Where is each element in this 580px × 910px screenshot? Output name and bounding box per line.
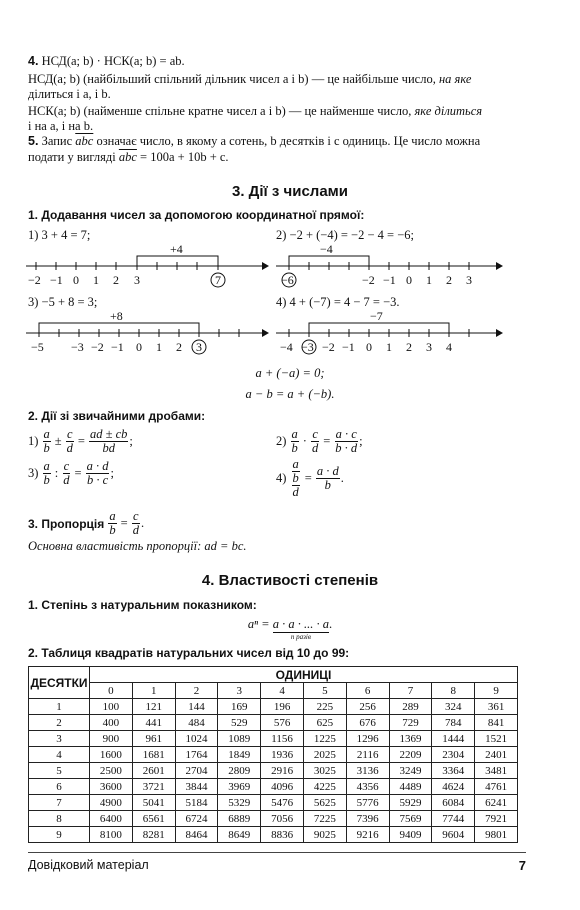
square-value-cell: 2116 (346, 747, 389, 763)
square-value-cell: 1225 (303, 731, 346, 747)
punct: ; (129, 434, 133, 448)
number-line-3 (24, 307, 269, 357)
complex-fraction: a b d (292, 457, 299, 499)
power-lhs: aⁿ = (247, 617, 270, 631)
table-row (29, 731, 518, 747)
fraction: $\frac{c}{d}$ (311, 427, 319, 455)
punct: ; (110, 466, 114, 480)
tick-label: 0 (136, 340, 142, 354)
square-value-cell: 576 (261, 715, 304, 731)
square-value-cell: 5776 (346, 795, 389, 811)
fraction: $\frac{c}{d}$ (132, 509, 139, 537)
item5-text-c: подати у вигляді (28, 150, 119, 164)
square-value-cell: 8281 (132, 827, 175, 843)
fraction-formula-3 (28, 460, 114, 487)
fraction: $\frac{c}{d}$ (66, 427, 73, 455)
square-value-cell: 841 (475, 715, 518, 731)
square-value-cell: 4761 (475, 779, 518, 795)
square-value-cell: 1444 (432, 731, 475, 747)
square-value-cell: 100 (90, 699, 133, 715)
square-value-cell: 1681 (132, 747, 175, 763)
equals: = (120, 516, 128, 530)
square-value-cell: 3481 (475, 763, 518, 779)
tick-label: 4 (446, 340, 452, 354)
punct: . (140, 516, 145, 530)
jump-label: −7 (370, 309, 383, 323)
tick-label: −4 (280, 340, 293, 354)
item4-line1 (28, 72, 471, 87)
item4-formula: НСД(a; b) · НСК(a; b) = ab. (41, 54, 185, 68)
square-value-cell: 7744 (432, 811, 475, 827)
tick-label-result: 3 (196, 340, 202, 354)
fraction: $\frac{a \cdot d}{b}$ (316, 464, 339, 492)
square-value-cell: 3249 (389, 763, 432, 779)
unit-header-cell: 2 (175, 683, 218, 699)
power-formula (0, 617, 580, 641)
square-value-cell: 400 (90, 715, 133, 731)
square-value-cell: 9801 (475, 827, 518, 843)
square-value-cell: 5041 (132, 795, 175, 811)
square-value-cell: 1849 (218, 747, 261, 763)
square-value-cell: 3969 (218, 779, 261, 795)
equals: = (304, 471, 312, 485)
square-value-cell: 1156 (261, 731, 304, 747)
tick-label: 1 (93, 273, 99, 287)
square-value-cell: 7921 (475, 811, 518, 827)
square-value-cell: 8100 (90, 827, 133, 843)
tick-label: −1 (111, 340, 124, 354)
squares-body (29, 699, 518, 843)
item5-text-a: Запис (41, 134, 76, 148)
square-value-cell: 3844 (175, 779, 218, 795)
rule-subtraction: a − b = a + (−b). (245, 387, 335, 401)
square-value-cell: 5329 (218, 795, 261, 811)
power-rhs: a · a · ... · a (272, 617, 329, 631)
tens-cell: 6 (29, 779, 90, 795)
tick-label: 3 (134, 273, 140, 287)
tens-cell: 3 (29, 731, 90, 747)
tens-cell: 7 (29, 795, 90, 811)
section4-sub2: 2. Таблиця квадратів натуральних чисел від 10 до 99: (28, 646, 350, 660)
example3: 3) −5 + 8 = 3; (28, 295, 98, 309)
fraction: $\frac{a}{b}$ (291, 427, 298, 455)
jump-label: +4 (170, 242, 183, 256)
fraction: $\frac{a}{b}$ (43, 427, 50, 455)
tens-header: ДЕСЯТКИ (29, 667, 90, 699)
square-value-cell: 2704 (175, 763, 218, 779)
tick-label-result: −3 (301, 340, 314, 354)
section3-sub2: 2. Дії зі звичайними дробами: (28, 409, 206, 423)
fraction-formula-4 (276, 458, 344, 499)
jump-label: −4 (320, 242, 333, 256)
fraction: $\frac{a \cdot c}{b \cdot d}$ (335, 427, 358, 455)
axis-arrow-icon (262, 329, 269, 337)
tens-cell: 1 (29, 699, 90, 715)
square-value-cell: 900 (90, 731, 133, 747)
formula-label: 3) (28, 466, 39, 480)
table-row (29, 747, 518, 763)
square-value-cell: 5184 (175, 795, 218, 811)
tick-label: −1 (50, 273, 63, 287)
item5-text-b: означає число, в якому a сотень, b десятків і c одиниць. Це число можна (93, 134, 481, 148)
square-value-cell: 2809 (218, 763, 261, 779)
item5-number: 5. (28, 134, 39, 148)
square-value-cell: 1764 (175, 747, 218, 763)
square-value-cell: 5476 (261, 795, 304, 811)
square-value-cell: 625 (303, 715, 346, 731)
tick-label: 2 (176, 340, 182, 354)
fraction: $\frac{a}{b}$ (109, 509, 116, 537)
rule-opposite: a + (−a) = 0; (255, 366, 325, 380)
unit-header-cell: 7 (389, 683, 432, 699)
section4-sub1: 1. Степінь з натуральним показником: (28, 598, 257, 612)
tick-label: 1 (156, 340, 162, 354)
square-value-cell: 4225 (303, 779, 346, 795)
tick-label: −3 (71, 340, 84, 354)
operator: ± (54, 434, 62, 448)
square-value-cell: 7225 (303, 811, 346, 827)
square-value-cell: 8464 (175, 827, 218, 843)
square-value-cell: 1024 (175, 731, 218, 747)
fraction: $\frac{a}{b}$ (43, 459, 50, 487)
tick-label: 2 (446, 273, 452, 287)
section4-title: 4. Властивості степенів (201, 572, 379, 589)
unit-header-cell: 3 (218, 683, 261, 699)
square-value-cell: 3136 (346, 763, 389, 779)
units-row (29, 683, 518, 699)
tens-cell: 8 (29, 811, 90, 827)
square-value-cell: 3600 (90, 779, 133, 795)
section3-sub1: 1. Додавання чисел за допомогою координатної прямої: (28, 208, 365, 222)
square-value-cell: 4900 (90, 795, 133, 811)
square-value-cell: 8649 (218, 827, 261, 843)
table-row (29, 715, 518, 731)
item4-number: 4. (28, 54, 39, 68)
fraction: $\frac{a \cdot d}{b \cdot c}$ (86, 459, 109, 487)
square-value-cell: 5929 (389, 795, 432, 811)
tick-label: −5 (31, 340, 44, 354)
equals: = (77, 434, 85, 448)
tick-label-result: −6 (281, 273, 294, 287)
square-value-cell: 196 (261, 699, 304, 715)
page-number: 7 (518, 858, 526, 873)
square-value-cell: 961 (132, 731, 175, 747)
square-value-cell: 7056 (261, 811, 304, 827)
tick-label: 0 (406, 273, 412, 287)
tick-label: 0 (366, 340, 372, 354)
square-value-cell: 2601 (132, 763, 175, 779)
item4-line2: ділиться і a, і b. (28, 87, 111, 101)
punct: . (329, 617, 333, 631)
square-value-cell: 529 (218, 715, 261, 731)
item5-line1 (28, 134, 480, 149)
square-value-cell: 169 (218, 699, 261, 715)
tens-cell: 2 (29, 715, 90, 731)
operator: · (302, 434, 307, 448)
equals: = (323, 434, 331, 448)
tick-label: −1 (383, 273, 396, 287)
square-value-cell: 4624 (432, 779, 475, 795)
fraction: $\frac{ad \pm cb}{bd}$ (89, 427, 128, 455)
square-value-cell: 2025 (303, 747, 346, 763)
punct: . (340, 471, 344, 485)
unit-header-cell: 5 (303, 683, 346, 699)
square-value-cell: 1600 (90, 747, 133, 763)
tick-label: 3 (426, 340, 432, 354)
fraction: $\frac{c}{d}$ (63, 459, 70, 487)
tick-label: −2 (362, 273, 375, 287)
tick-label: 2 (406, 340, 412, 354)
square-value-cell: 784 (432, 715, 475, 731)
square-value-cell: 6889 (218, 811, 261, 827)
example1: 1) 3 + 4 = 7; (28, 228, 91, 242)
power-count: n разів (290, 633, 311, 641)
item4-line3b: яке ділиться (411, 104, 483, 118)
operator: : (54, 466, 59, 480)
square-value-cell: 7569 (389, 811, 432, 827)
square-value-cell: 4489 (389, 779, 432, 795)
table-row (29, 795, 518, 811)
example2: 2) −2 + (−4) = −2 − 4 = −6; (276, 228, 414, 242)
squares-table (28, 666, 518, 843)
square-value-cell: 256 (346, 699, 389, 715)
unit-header-cell: 4 (261, 683, 304, 699)
tick-label-result: 7 (215, 273, 221, 287)
tens-cell: 5 (29, 763, 90, 779)
square-value-cell: 676 (346, 715, 389, 731)
footer-title: Довідковий матеріал (28, 858, 149, 872)
square-value-cell: 4356 (346, 779, 389, 795)
tick-label: 1 (426, 273, 432, 287)
square-value-cell: 6724 (175, 811, 218, 827)
square-value-cell: 1369 (389, 731, 432, 747)
number-line-1 (24, 240, 269, 290)
square-value-cell: 8836 (261, 827, 304, 843)
square-value-cell: 484 (175, 715, 218, 731)
section3-title: 3. Дії з числами (231, 183, 348, 200)
square-value-cell: 9216 (346, 827, 389, 843)
square-value-cell: 2304 (432, 747, 475, 763)
jump-bracket (309, 323, 449, 333)
unit-header-cell: 1 (132, 683, 175, 699)
square-value-cell: 2500 (90, 763, 133, 779)
item4-line1b: на яке (435, 72, 472, 86)
tick-label: −2 (91, 340, 104, 354)
square-value-cell: 441 (132, 715, 175, 731)
square-value-cell: 5625 (303, 795, 346, 811)
square-value-cell: 6561 (132, 811, 175, 827)
unit-header-cell: 8 (432, 683, 475, 699)
square-value-cell: 6084 (432, 795, 475, 811)
square-value-cell: 3721 (132, 779, 175, 795)
square-value-cell: 3025 (303, 763, 346, 779)
item4-line3 (28, 104, 482, 119)
table-row (29, 779, 518, 795)
item4-line3a: НСК(a; b) (найменше спільне кратне чисел a і b) — це найменше число, (28, 104, 412, 118)
jump-label: +8 (110, 309, 123, 323)
square-value-cell: 1521 (475, 731, 518, 747)
square-value-cell: 2209 (389, 747, 432, 763)
square-value-cell: 729 (389, 715, 432, 731)
example4: 4) 4 + (−7) = 4 − 7 = −3. (276, 295, 400, 309)
tick-label: 1 (386, 340, 392, 354)
tick-label: −2 (322, 340, 335, 354)
square-value-cell: 9409 (389, 827, 432, 843)
proportion-note: Основна властивість пропорції: ad = bc. (28, 539, 247, 553)
item4-formula-line (28, 54, 185, 69)
axis-arrow-icon (496, 329, 503, 337)
item5-text-d: = 100a + 10b + c. (136, 150, 229, 164)
square-value-cell: 4096 (261, 779, 304, 795)
item5-abc-2: $\overline{abc}$ (118, 150, 137, 164)
item4-line4: і на a, і на b. (28, 119, 94, 133)
proportion-line (28, 510, 144, 537)
formula-label: 2) (276, 434, 287, 448)
unit-header-cell: 9 (475, 683, 518, 699)
square-value-cell: 1936 (261, 747, 304, 763)
square-value-cell: 6400 (90, 811, 133, 827)
tens-cell: 9 (29, 827, 90, 843)
square-value-cell: 225 (303, 699, 346, 715)
table-row (29, 763, 518, 779)
units-header: ОДИНИЦІ (90, 667, 518, 683)
footer-divider (28, 852, 526, 853)
square-value-cell: 121 (132, 699, 175, 715)
square-value-cell: 1089 (218, 731, 261, 747)
square-value-cell: 289 (389, 699, 432, 715)
number-line-4 (274, 307, 504, 357)
unit-header-cell: 0 (90, 683, 133, 699)
punct: ; (359, 434, 363, 448)
square-value-cell: 3364 (432, 763, 475, 779)
square-value-cell: 2401 (475, 747, 518, 763)
equals: = (74, 466, 82, 480)
square-value-cell: 361 (475, 699, 518, 715)
number-line-2 (274, 240, 504, 290)
formula-label: 4) (276, 471, 287, 485)
table-row (29, 699, 518, 715)
square-value-cell: 6241 (475, 795, 518, 811)
item5-line2 (28, 150, 229, 165)
square-value-cell: 7396 (346, 811, 389, 827)
axis-arrow-icon (262, 262, 269, 270)
square-value-cell: 9604 (432, 827, 475, 843)
fraction-formula-1 (28, 428, 133, 455)
unit-header-cell: 6 (346, 683, 389, 699)
axis-arrow-icon (496, 262, 503, 270)
table-header-row (29, 667, 518, 683)
square-value-cell: 1296 (346, 731, 389, 747)
tens-cell: 4 (29, 747, 90, 763)
item5-abc: $\overline{abc}$ (75, 134, 94, 148)
square-value-cell: 9025 (303, 827, 346, 843)
tick-label: −1 (342, 340, 355, 354)
table-row (29, 811, 518, 827)
square-value-cell: 324 (432, 699, 475, 715)
tick-label: 2 (113, 273, 119, 287)
section3-sub3: 3. Пропорція (28, 516, 105, 531)
fraction-formula-2 (276, 428, 363, 455)
tick-label: 3 (466, 273, 472, 287)
square-value-cell: 2916 (261, 763, 304, 779)
table-row (29, 827, 518, 843)
tick-label: −2 (28, 273, 41, 287)
square-value-cell: 144 (175, 699, 218, 715)
tick-label: 0 (73, 273, 79, 287)
item4-line1a: НСД(a; b) (найбільший спільний дільник чисел a і b) — це найбільше число, (28, 72, 436, 86)
formula-label: 1) (28, 434, 39, 448)
